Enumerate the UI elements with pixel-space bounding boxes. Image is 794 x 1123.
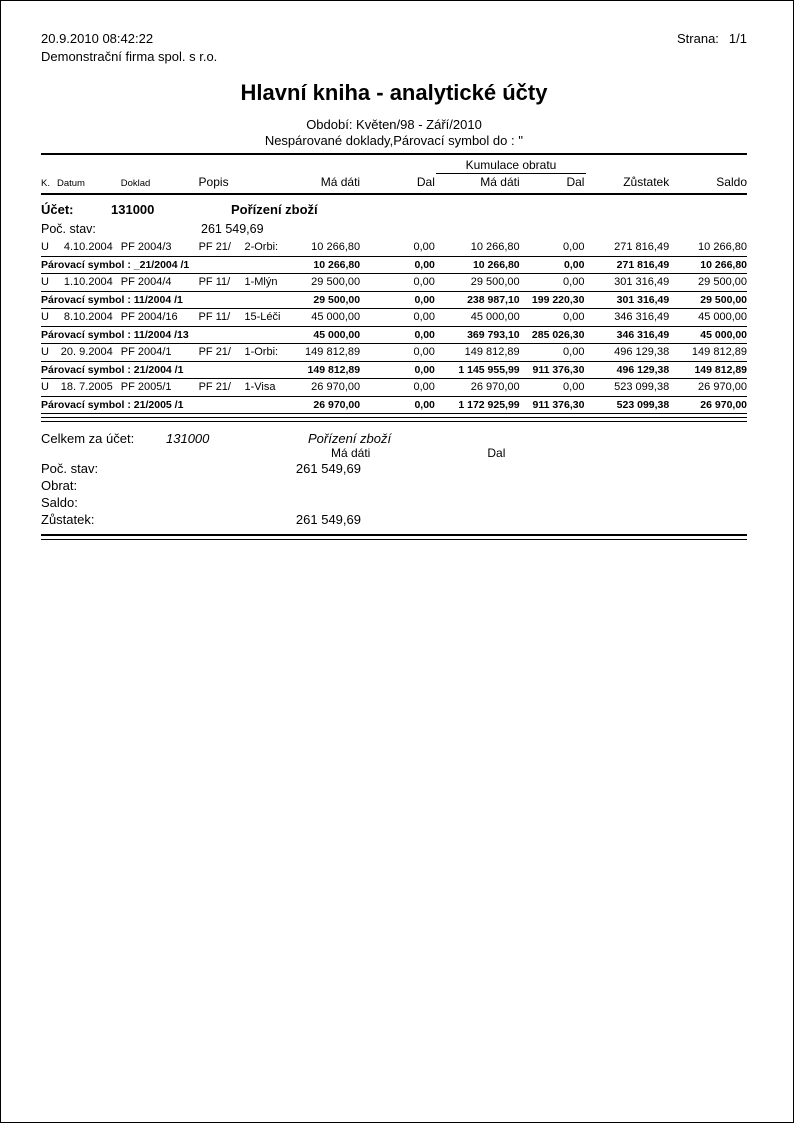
pair-symbol-row <box>41 256 747 274</box>
pair-kum-madati: 238 987,10 <box>467 294 520 306</box>
row-kum-madati: 26 970,00 <box>470 381 520 393</box>
row-saldo: 10 266,80 <box>698 241 747 253</box>
row-desc2: 1-Visa <box>244 381 276 393</box>
pair-label: Párovací symbol : 11/2004 /13 <box>41 329 189 341</box>
page-label: Strana: <box>677 31 719 46</box>
pair-saldo: 29 500,00 <box>700 294 748 306</box>
table-row <box>41 274 747 291</box>
summary-row-label: Saldo: <box>41 495 78 510</box>
account-label: Účet: <box>41 202 74 217</box>
table-top-rule <box>41 153 747 174</box>
summary-row-pocstav <box>41 460 747 477</box>
summary-label: Celkem za účet: <box>41 431 135 446</box>
pair-kum-dal: 285 026,30 <box>531 329 585 341</box>
summary-row-label: Obrat: <box>41 478 78 493</box>
page-indicator <box>677 31 747 46</box>
row-desc2: 1-Orbi: <box>244 346 279 358</box>
row-madati: 26 970,00 <box>311 381 361 393</box>
summary-row-zustatek <box>41 511 747 528</box>
col-header-dal: Dal <box>416 175 435 189</box>
account-number: 131000 <box>111 202 155 217</box>
row-k: U <box>41 241 49 253</box>
report-content <box>1 1 793 540</box>
company-name: Demonstrační firma spol. s r.o. <box>41 49 218 64</box>
summary-row-saldo <box>41 494 747 511</box>
col-header-k: K. <box>41 178 50 189</box>
pair-dal: 0,00 <box>414 294 435 306</box>
pair-dal: 0,00 <box>414 329 435 341</box>
report-meta <box>41 31 747 46</box>
pair-symbol-row <box>41 396 747 414</box>
row-desc2: 2-Orbi: <box>244 241 279 253</box>
summary-row-value <box>201 494 361 511</box>
row-zustatek: 496 129,38 <box>614 346 670 358</box>
pair-zustatek: 301 316,49 <box>616 294 670 306</box>
pair-zustatek: 271 816,49 <box>616 259 670 271</box>
row-zustatek: 301 316,49 <box>614 276 670 288</box>
row-desc1: PF 11/ <box>198 276 231 288</box>
report-end-rule <box>41 534 747 540</box>
pair-label: Párovací symbol : _21/2004 /1 <box>41 259 190 271</box>
pair-label: Párovací symbol : 21/2004 /1 <box>41 364 184 376</box>
pair-kum-madati: 1 145 955,99 <box>458 364 520 376</box>
row-kum-dal: 0,00 <box>563 241 585 253</box>
row-desc1: PF 21/ <box>198 381 231 393</box>
pair-kum-dal: 0,00 <box>564 259 585 271</box>
group-header-kumulace: Kumulace obratu <box>436 158 586 174</box>
summary-account-number: 131000 <box>166 431 210 446</box>
row-doc: PF 2004/16 <box>120 311 178 323</box>
pair-kum-madati: 10 266,80 <box>472 259 520 271</box>
table-row <box>41 309 747 326</box>
row-doc: PF 2005/1 <box>120 381 172 393</box>
summary-account-name: Pořízení zboží <box>308 431 392 446</box>
row-kum-madati: 149 812,89 <box>464 346 520 358</box>
row-desc1: PF 11/ <box>198 311 231 323</box>
row-k: U <box>41 311 49 323</box>
row-saldo: 26 970,00 <box>698 381 747 393</box>
summary-row-obrat <box>41 477 747 494</box>
pair-madati: 149 812,89 <box>307 364 361 376</box>
row-kum-madati: 45 000,00 <box>470 311 520 323</box>
report-filter: Nespárované doklady,Párovací symbol do : '' <box>264 133 524 148</box>
pair-kum-madati: 1 172 925,99 <box>458 399 520 411</box>
page-number: 1/1 <box>728 31 747 46</box>
opening-balance-row <box>41 220 747 239</box>
row-k: U <box>41 381 49 393</box>
row-date: 20. 9.2004 <box>60 346 113 358</box>
pair-symbol-row <box>41 326 747 344</box>
row-doc: PF 2004/1 <box>120 346 172 358</box>
pair-kum-madati: 369 793,10 <box>467 329 520 341</box>
row-madati: 10 266,80 <box>311 241 361 253</box>
summary-columns-row <box>41 446 747 460</box>
row-date: 18. 7.2005 <box>60 381 113 393</box>
summary-row-value: 261 549,69 <box>295 461 361 476</box>
row-dal: 0,00 <box>413 346 435 358</box>
pair-kum-dal: 911 376,30 <box>532 399 585 411</box>
col-header-madati: Má dáti <box>320 175 361 189</box>
row-k: U <box>41 276 49 288</box>
pair-saldo: 149 812,89 <box>694 364 748 376</box>
report-datetime: 20.9.2010 08:42:22 <box>41 31 154 46</box>
row-madati: 29 500,00 <box>311 276 361 288</box>
row-desc2: 15-Léči <box>244 311 281 323</box>
account-row <box>41 195 747 220</box>
table-row <box>41 379 747 396</box>
pair-label: Párovací symbol : 21/2005 /1 <box>41 399 184 411</box>
row-desc1: PF 21/ <box>198 346 231 358</box>
row-date: 8.10.2004 <box>63 311 113 323</box>
pair-dal: 0,00 <box>414 364 435 376</box>
summary-col-madati: Má dáti <box>331 446 371 460</box>
row-kum-dal: 0,00 <box>563 311 585 323</box>
pair-saldo: 45 000,00 <box>700 329 748 341</box>
row-dal: 0,00 <box>413 276 435 288</box>
row-kum-madati: 29 500,00 <box>470 276 520 288</box>
pair-zustatek: 496 129,38 <box>616 364 670 376</box>
row-kum-dal: 0,00 <box>563 381 585 393</box>
table-row <box>41 239 747 256</box>
pair-zustatek: 523 099,38 <box>616 399 670 411</box>
row-madati: 149 812,89 <box>305 346 361 358</box>
row-saldo: 29 500,00 <box>698 276 747 288</box>
row-saldo: 45 000,00 <box>698 311 748 323</box>
pair-kum-dal: 199 220,30 <box>531 294 585 306</box>
pair-zustatek: 346 316,49 <box>616 329 670 341</box>
row-dal: 0,00 <box>413 241 435 253</box>
table-header-row <box>41 174 747 195</box>
report-title: Hlavní kniha - analytické účty <box>240 80 548 105</box>
row-desc2: 1-Mlýn <box>244 276 278 288</box>
row-k: U <box>41 346 49 358</box>
pair-symbol-row <box>41 361 747 379</box>
row-dal: 0,00 <box>413 311 435 323</box>
col-header-kum-madati: Má dáti <box>480 175 520 189</box>
row-zustatek: 271 816,49 <box>614 241 670 253</box>
row-desc1: PF 21/ <box>198 241 231 253</box>
pair-madati: 10 266,80 <box>313 259 361 271</box>
summary-row-value: 261 549,69 <box>295 512 361 527</box>
row-kum-madati: 10 266,80 <box>470 241 520 253</box>
col-header-popis: Popis <box>198 175 229 189</box>
pair-symbol-row <box>41 291 747 309</box>
row-madati: 45 000,00 <box>311 311 361 323</box>
table-row <box>41 344 747 361</box>
pair-dal: 0,00 <box>414 259 435 271</box>
col-header-saldo: Saldo <box>716 175 747 189</box>
row-date: 4.10.2004 <box>63 241 113 253</box>
summary-row-value <box>201 477 361 494</box>
pair-madati: 29 500,00 <box>313 294 361 306</box>
pair-label: Párovací symbol : 11/2004 /1 <box>41 294 183 306</box>
pair-saldo: 10 266,80 <box>700 259 748 271</box>
row-date: 1.10.2004 <box>63 276 113 288</box>
row-dal: 0,00 <box>413 381 435 393</box>
pair-madati: 45 000,00 <box>313 329 361 341</box>
pair-saldo: 26 970,00 <box>700 399 748 411</box>
summary-row-label: Zůstatek: <box>41 512 95 527</box>
row-zustatek: 523 099,38 <box>614 381 670 393</box>
col-header-kum-dal: Dal <box>566 175 585 189</box>
table-end-rule <box>41 417 747 422</box>
row-doc: PF 2004/4 <box>120 276 172 288</box>
pair-dal: 0,00 <box>414 399 435 411</box>
summary-row-label: Poč. stav: <box>41 461 99 476</box>
col-header-datum: Datum <box>56 178 85 189</box>
account-name: Pořízení zboží <box>231 202 318 217</box>
row-kum-dal: 0,00 <box>563 276 585 288</box>
col-header-zustatek: Zůstatek <box>623 175 670 189</box>
summary-col-dal: Dal <box>487 446 506 460</box>
row-doc: PF 2004/3 <box>120 241 172 253</box>
row-saldo: 149 812,89 <box>691 346 747 358</box>
report-period: Období: Květen/98 - Září/2010 <box>306 117 482 132</box>
row-kum-dal: 0,00 <box>563 346 585 358</box>
opening-balance-value: 261 549,69 <box>201 222 264 236</box>
opening-balance-label: Poč. stav: <box>41 222 96 236</box>
row-zustatek: 346 316,49 <box>614 311 670 323</box>
col-header-doklad: Doklad <box>120 178 151 189</box>
account-summary <box>41 431 747 540</box>
summary-title-row <box>41 431 747 446</box>
pair-madati: 26 970,00 <box>313 399 361 411</box>
pair-kum-dal: 911 376,30 <box>532 364 585 376</box>
